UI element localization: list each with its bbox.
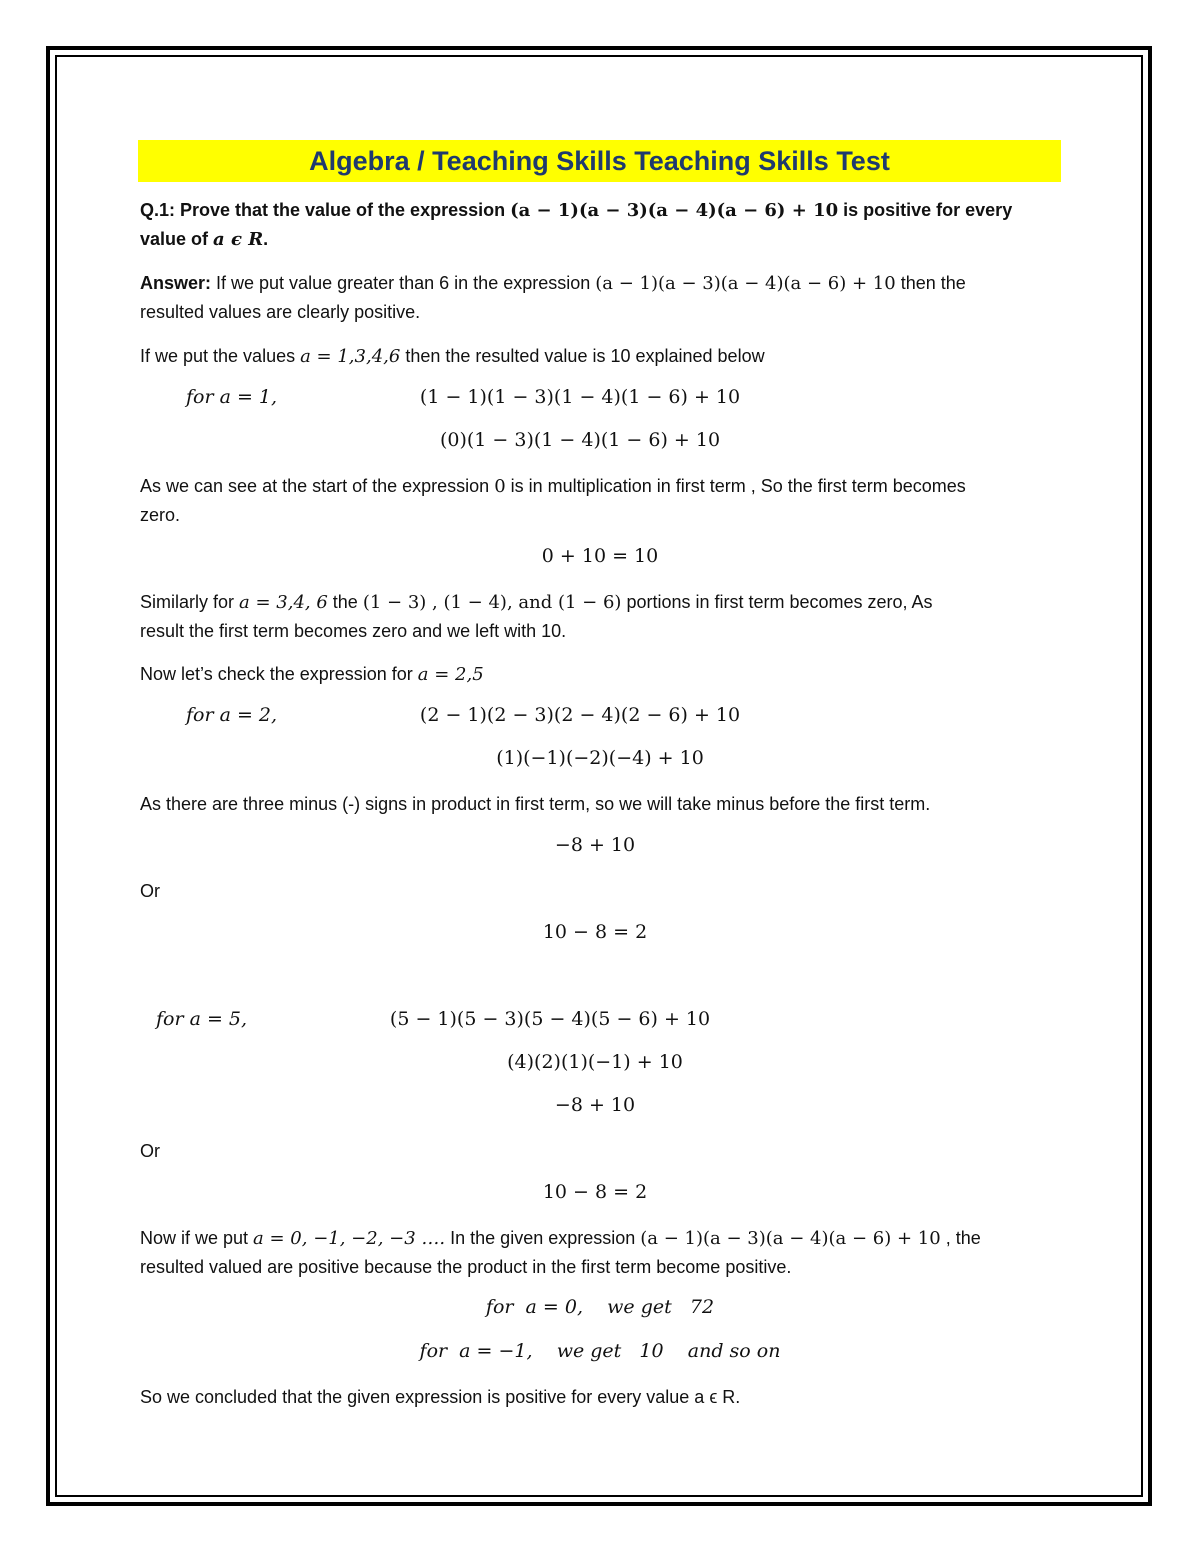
case2-label: for a = 2, [186,704,278,726]
conclusion-paragraph: So we concluded that the given expression is positive for every value a ϵ R. [140,1387,741,1407]
answer-label: Answer: [140,273,212,293]
question-expression: (a − 1)(a − 3)(a − 4)(a − 6) + 10 [510,200,839,221]
equation-b: 10 − 8 = 2 [542,921,648,943]
case1-label: for a = 1, [186,386,278,408]
equation-c: 10 − 8 = 2 [542,1181,648,1203]
similarly-mid: the [327,592,363,612]
check-prefix: Now let’s check the expression for [140,664,418,684]
now-math: a = 0, −1, −2, −3 …. [253,1228,446,1249]
page-title: Algebra / Teaching Skills Teaching Skills Test [309,145,890,176]
case2-line1: (2 − 1)(2 − 3)(2 − 4)(2 − 6) + 10 [419,704,741,726]
case5-line3: −8 + 10 [554,1094,636,1116]
now-mid: In the given expression [445,1228,641,1248]
values-suffix: then the resulted value is 10 explained below [400,346,765,366]
question-prefix: Q.1: Prove that the value of the expression [140,200,511,220]
now-paragraph [140,1224,1060,1282]
answer-expression: (a − 1)(a − 3)(a − 4)(a − 6) + 10 [595,273,896,294]
equation-zero: 0 + 10 = 10 [541,545,659,567]
check-math: a = 2,5 [417,664,484,685]
case1-line1: (1 − 1)(1 − 3)(1 − 4)(1 − 6) + 10 [419,386,741,408]
answer-paragraph [140,269,1060,327]
case5-line1: (5 − 1)(5 − 3)(5 − 4)(5 − 6) + 10 [389,1008,711,1030]
check-paragraph [140,660,1060,689]
similarly-paragraph [140,588,1060,646]
or-2: Or [140,1141,160,1161]
similarly-suffix: portions in first term becomes zero, As [621,592,933,612]
result-a0: for a = 0, we get 72 [485,1296,715,1318]
question-domain: a ϵ R [213,229,264,250]
values-paragraph [140,342,1060,371]
now-expression: (a − 1)(a − 3)(a − 4)(a − 6) + 10 [640,1228,941,1249]
answer-text-2: then the [895,273,966,293]
minus-paragraph: As there are three minus (-) signs in product in first term, so we will take minus before the first term. [140,794,931,814]
answer-text-1: If we put value greater than 6 in the expression [211,273,596,293]
values-prefix: If we put the values [140,346,301,366]
similarly-line2: result the first term becomes zero and we left with 10. [140,621,567,641]
start-prefix: As we can see at the start of the expression [140,476,495,496]
case5-label: for a = 5, [156,1008,248,1030]
question-1 [140,196,1060,254]
answer-line-2: resulted values are clearly positive. [140,302,421,322]
question-suffix: is positive for every [838,200,1013,220]
now-line2: resulted valued are positive because the product in the first term become positive. [140,1257,792,1277]
start-suffix: is in multiplication in first term , So the first term becomes [505,476,966,496]
question-line2-suffix: . [263,229,269,249]
equation-a: −8 + 10 [554,834,636,856]
similarly-prefix: Similarly for [140,592,240,612]
similarly-math2: (1 − 3) , (1 − 4), and (1 − 6) [362,592,622,613]
start-paragraph [140,472,1060,530]
question-line2-prefix: value of [140,229,214,249]
values-math: a = 1,3,4,6 [300,346,401,367]
case2-line2: (1)(−1)(−2)(−4) + 10 [496,747,704,769]
result-a-minus1: for a = −1, we get 10 and so on [419,1340,781,1362]
or-1: Or [140,881,160,901]
start-math: 0 [494,476,506,497]
title-banner [138,140,1061,182]
case5-line2: (4)(2)(1)(−1) + 10 [507,1051,683,1073]
now-suffix: , the [940,1228,981,1248]
similarly-math1: a = 3,4, 6 [239,592,328,613]
now-prefix: Now if we put [140,1228,254,1248]
start-line2: zero. [140,505,181,525]
case1-line2: (0)(1 − 3)(1 − 4)(1 − 6) + 10 [439,429,721,451]
